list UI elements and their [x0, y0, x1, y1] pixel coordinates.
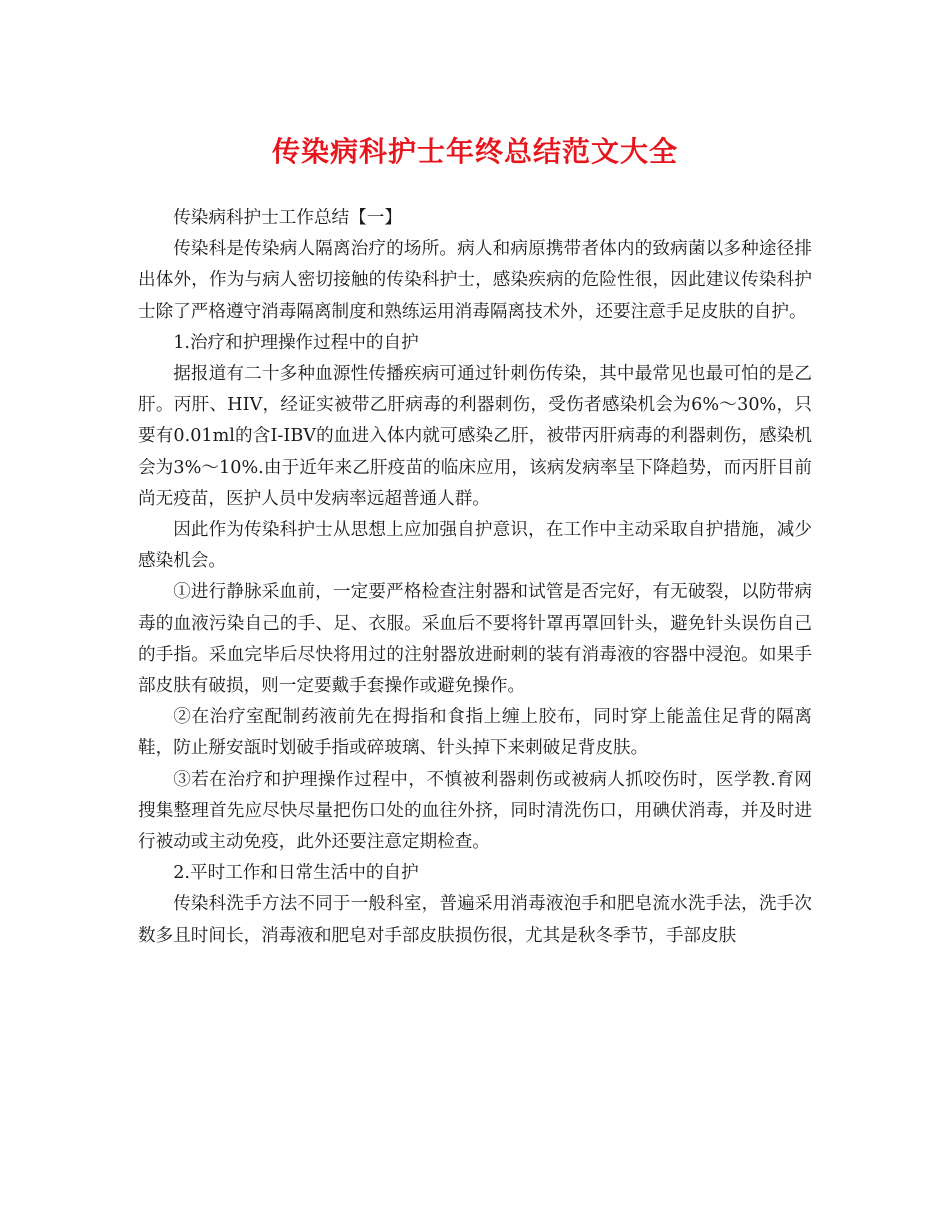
subsection-heading: 1.治疗和护理操作过程中的自护 — [173, 332, 419, 353]
paragraph: 因此作为传染科护士从思想上应加强自护意识，在工作中主动采取自护措施，减少感染机会。 — [138, 520, 812, 572]
paragraph: 传染科洗手方法不同于一般科室，普遍采用消毒液泡手和肥皂流水洗手法，洗手次数多且时间长，消毒液和肥皂对手部皮肤损伤很，尤其是秋冬季节，手部皮肤 — [138, 894, 812, 946]
paragraph: 据报道有二十多种血源性传播疾病可通过针刺伤传染，其中最常见也最可怕的是乙肝。丙肝、HIV，经证实被带乙肝病毒的利器刺伤，受伤者感染机会为6%～30%，只要有0.01ml的含I-IBV的血进入体内就可感染乙肝，被带丙肝病毒的利器刺伤，感染机会为3%～10%.由于近年来乙肝疫苗的临床应用，该病发病率呈下降趋势，而丙肝目前尚无疫苗，医护人员中发病率远超普通人群。 — [138, 364, 812, 509]
paragraph: 传染科是传染病人隔离治疗的场所。病人和病原携带者体内的致病菌以多种途径排出体外，作为与病人密切接触的传染科护士，感染疾病的危险性很，因此建议传染科护士除了严格遵守消毒隔离制度和熟练运用消毒隔离技术外，还要注意手足皮肤的自护。 — [138, 239, 812, 322]
subsection-heading: 2.平时工作和日常生活中的自护 — [173, 863, 419, 884]
section-heading: 传染病科护士工作总结【一】 — [173, 208, 402, 228]
document-body — [138, 203, 812, 952]
list-item: ③若在治疗和护理操作过程中，不慎被利器刺伤或被病人抓咬伤时，医学教.育网搜集整理首先应尽快尽量把伤口处的血往外挤，同时清洗伤口，用碘伏消毒，并及时进行被动或主动免疫，此外还要注意定期检查。 — [138, 769, 812, 853]
list-item: ①进行静脉采血前，一定要严格检查注射器和试管是否完好，有无破裂，以防带病毒的血液污染自己的手、足、衣服。采血后不要将针罩再罩回针头，避免针头误伤自己的手指。采血完毕后尽快将用过的注射器放进耐刺的装有消毒液的容器中浸泡。如果手部皮肤有破损，则一定要戴手套操作或避免操作。 — [138, 582, 812, 697]
document-title: 传染病科护士年终总结范文大全 — [271, 135, 678, 168]
list-item: ②在治疗室配制药液前先在拇指和食指上缠上胶布，同时穿上能盖住足背的隔离鞋，防止掰安瓿时划破手指或碎玻璃、针头掉下来刺破足背皮肤。 — [138, 707, 812, 759]
